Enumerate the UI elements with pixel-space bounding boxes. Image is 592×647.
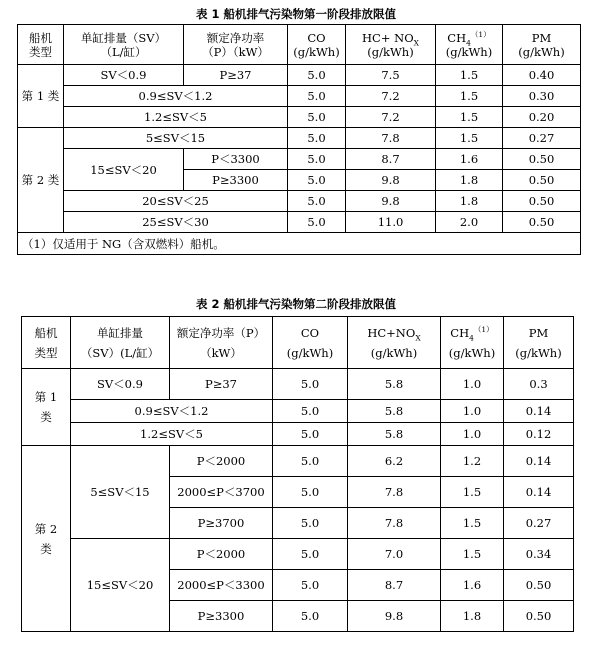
pm-cell: 0.27 xyxy=(504,508,574,539)
co-cell: 5.0 xyxy=(288,191,346,212)
header-pm: PM (g/kWh) xyxy=(503,25,581,65)
power-cell: 2000≤P＜3700 xyxy=(170,477,273,508)
co-cell: 5.0 xyxy=(273,508,348,539)
table-row xyxy=(18,107,581,128)
class-cell: 第 1 类 xyxy=(22,369,71,446)
hc-cell: 5.8 xyxy=(348,369,441,400)
co-cell: 5.0 xyxy=(273,601,348,632)
table-row xyxy=(22,446,574,477)
hc-cell: 8.7 xyxy=(346,149,436,170)
pm-cell: 0.14 xyxy=(504,446,574,477)
table1-caption: 表 1 船机排气污染物第一阶段排放限值 xyxy=(195,7,396,21)
power-cell: P＜2000 xyxy=(170,539,273,570)
power-cell: 2000≤P＜3300 xyxy=(170,570,273,601)
header-vessel-type: 船机 类型 xyxy=(18,25,64,65)
ch4-cell: 1.0 xyxy=(441,423,504,446)
table2 xyxy=(21,316,574,632)
table1 xyxy=(17,24,581,255)
hc-cell: 5.8 xyxy=(348,400,441,423)
power-cell: P≥3300 xyxy=(184,170,288,191)
ch4-cell: 1.8 xyxy=(436,170,503,191)
pm-cell: 0.14 xyxy=(504,477,574,508)
pm-cell: 0.50 xyxy=(503,170,581,191)
sv-cell: 25≤SV＜30 xyxy=(64,212,288,233)
co-cell: 5.0 xyxy=(288,128,346,149)
header-rated-power: 额定净功率（P） （kW） xyxy=(170,317,273,369)
hc-cell: 11.0 xyxy=(346,212,436,233)
pm-cell: 0.27 xyxy=(503,128,581,149)
hc-cell: 6.2 xyxy=(348,446,441,477)
class-cell: 第 2 类 xyxy=(22,446,71,632)
sv-cell: 1.2≤SV＜5 xyxy=(64,107,288,128)
hc-cell: 9.8 xyxy=(346,191,436,212)
co-cell: 5.0 xyxy=(273,369,348,400)
co-cell: 5.0 xyxy=(288,107,346,128)
sv-cell: 5≤SV＜15 xyxy=(64,128,288,149)
table2-header-row xyxy=(22,317,574,369)
pm-cell: 0.50 xyxy=(503,191,581,212)
co-cell: 5.0 xyxy=(273,400,348,423)
ch4-cell: 1.8 xyxy=(441,601,504,632)
pm-cell: 0.50 xyxy=(504,570,574,601)
power-cell: P≥37 xyxy=(170,369,273,400)
hc-cell: 7.5 xyxy=(346,65,436,86)
sv-cell: 15≤SV＜20 xyxy=(64,149,184,191)
co-cell: 5.0 xyxy=(288,149,346,170)
sv-cell: SV＜0.9 xyxy=(71,369,170,400)
power-cell: P≥3700 xyxy=(170,508,273,539)
class-cell: 第 2 类 xyxy=(18,128,64,233)
ch4-cell: 1.5 xyxy=(436,128,503,149)
pm-cell: 0.50 xyxy=(503,212,581,233)
table-row xyxy=(18,65,581,86)
power-cell: P＜3300 xyxy=(184,149,288,170)
table-row xyxy=(22,539,574,570)
pm-cell: 0.34 xyxy=(504,539,574,570)
co-cell: 5.0 xyxy=(288,170,346,191)
hc-cell: 7.2 xyxy=(346,86,436,107)
header-displacement: 单缸排量 （SV）(L/缸） xyxy=(71,317,170,369)
ch4-cell: 1.0 xyxy=(441,400,504,423)
power-cell: P＜2000 xyxy=(170,446,273,477)
ch4-cell: 1.5 xyxy=(436,65,503,86)
power-cell: P≥37 xyxy=(184,65,288,86)
table-row xyxy=(22,369,574,400)
table1-note-row xyxy=(18,233,581,255)
ch4-cell: 1.5 xyxy=(436,86,503,107)
ch4-cell: 1.6 xyxy=(441,570,504,601)
pm-cell: 0.40 xyxy=(503,65,581,86)
sv-cell: 0.9≤SV＜1.2 xyxy=(71,400,273,423)
header-vessel-type: 船机 类型 xyxy=(22,317,71,369)
table-row xyxy=(18,212,581,233)
table-row xyxy=(22,400,574,423)
ch4-cell: 1.5 xyxy=(436,107,503,128)
ch4-cell: 1.5 xyxy=(441,539,504,570)
ch4-cell: 1.0 xyxy=(441,369,504,400)
header-rated-power: 额定净功率 （P）（kW） xyxy=(184,25,288,65)
hc-cell: 7.2 xyxy=(346,107,436,128)
pm-cell: 0.20 xyxy=(503,107,581,128)
hc-cell: 9.8 xyxy=(346,170,436,191)
co-cell: 5.0 xyxy=(273,446,348,477)
ch4-cell: 1.5 xyxy=(441,477,504,508)
pm-cell: 0.3 xyxy=(504,369,574,400)
pm-cell: 0.50 xyxy=(503,149,581,170)
ch4-cell: 2.0 xyxy=(436,212,503,233)
sv-cell: 5≤SV＜15 xyxy=(71,446,170,539)
hc-cell: 7.8 xyxy=(348,477,441,508)
class-cell: 第 1 类 xyxy=(18,65,64,128)
header-co: CO (g/kWh) xyxy=(273,317,348,369)
pm-cell: 0.12 xyxy=(504,423,574,446)
sv-cell: 20≤SV＜25 xyxy=(64,191,288,212)
hc-cell: 5.8 xyxy=(348,423,441,446)
header-hc-nox: $HC+ NO_X$ (g/kWh) xyxy=(346,25,436,65)
ch4-cell: 1.6 xyxy=(436,149,503,170)
co-cell: 5.0 xyxy=(273,539,348,570)
pm-cell: 0.30 xyxy=(503,86,581,107)
header-displacement: 单缸排量（SV） （L/缸） xyxy=(64,25,184,65)
sv-cell: 1.2≤SV＜5 xyxy=(71,423,273,446)
sv-cell: SV＜0.9 xyxy=(64,65,184,86)
co-cell: 5.0 xyxy=(288,86,346,107)
co-cell: 5.0 xyxy=(273,570,348,601)
sv-cell: 15≤SV＜20 xyxy=(71,539,170,632)
header-co: CO (g/kWh) xyxy=(288,25,346,65)
co-cell: 5.0 xyxy=(273,477,348,508)
ch4-cell: 1.2 xyxy=(441,446,504,477)
hc-cell: 8.7 xyxy=(348,570,441,601)
co-cell: 5.0 xyxy=(288,65,346,86)
power-cell: P≥3300 xyxy=(170,601,273,632)
hc-cell: 7.8 xyxy=(348,508,441,539)
header-ch4: $CH_4^{(1)}$ (g/kWh) xyxy=(441,317,504,369)
header-pm: PM (g/kWh) xyxy=(504,317,574,369)
table-row xyxy=(18,191,581,212)
ch4-cell: 1.5 xyxy=(441,508,504,539)
hc-cell: 7.0 xyxy=(348,539,441,570)
table2-caption: 表 2 船机排气污染物第二阶段排放限值 xyxy=(195,297,396,311)
table-row xyxy=(18,86,581,107)
co-cell: 5.0 xyxy=(273,423,348,446)
pm-cell: 0.50 xyxy=(504,601,574,632)
hc-cell: 7.8 xyxy=(346,128,436,149)
co-cell: 5.0 xyxy=(288,212,346,233)
header-ch4: $CH_4^{(1)}$ (g/kWh) xyxy=(436,25,503,65)
table-row xyxy=(18,149,581,170)
ch4-cell: 1.8 xyxy=(436,191,503,212)
hc-cell: 9.8 xyxy=(348,601,441,632)
pm-cell: 0.14 xyxy=(504,400,574,423)
table-row xyxy=(22,423,574,446)
table1-footnote: （1）仅适用于 NG（含双燃料）船机。 xyxy=(18,233,581,255)
sv-cell: 0.9≤SV＜1.2 xyxy=(64,86,288,107)
header-hc-nox: $HC+NO_X$ (g/kWh) xyxy=(348,317,441,369)
table1-header-row xyxy=(18,25,581,65)
table-row xyxy=(18,128,581,149)
